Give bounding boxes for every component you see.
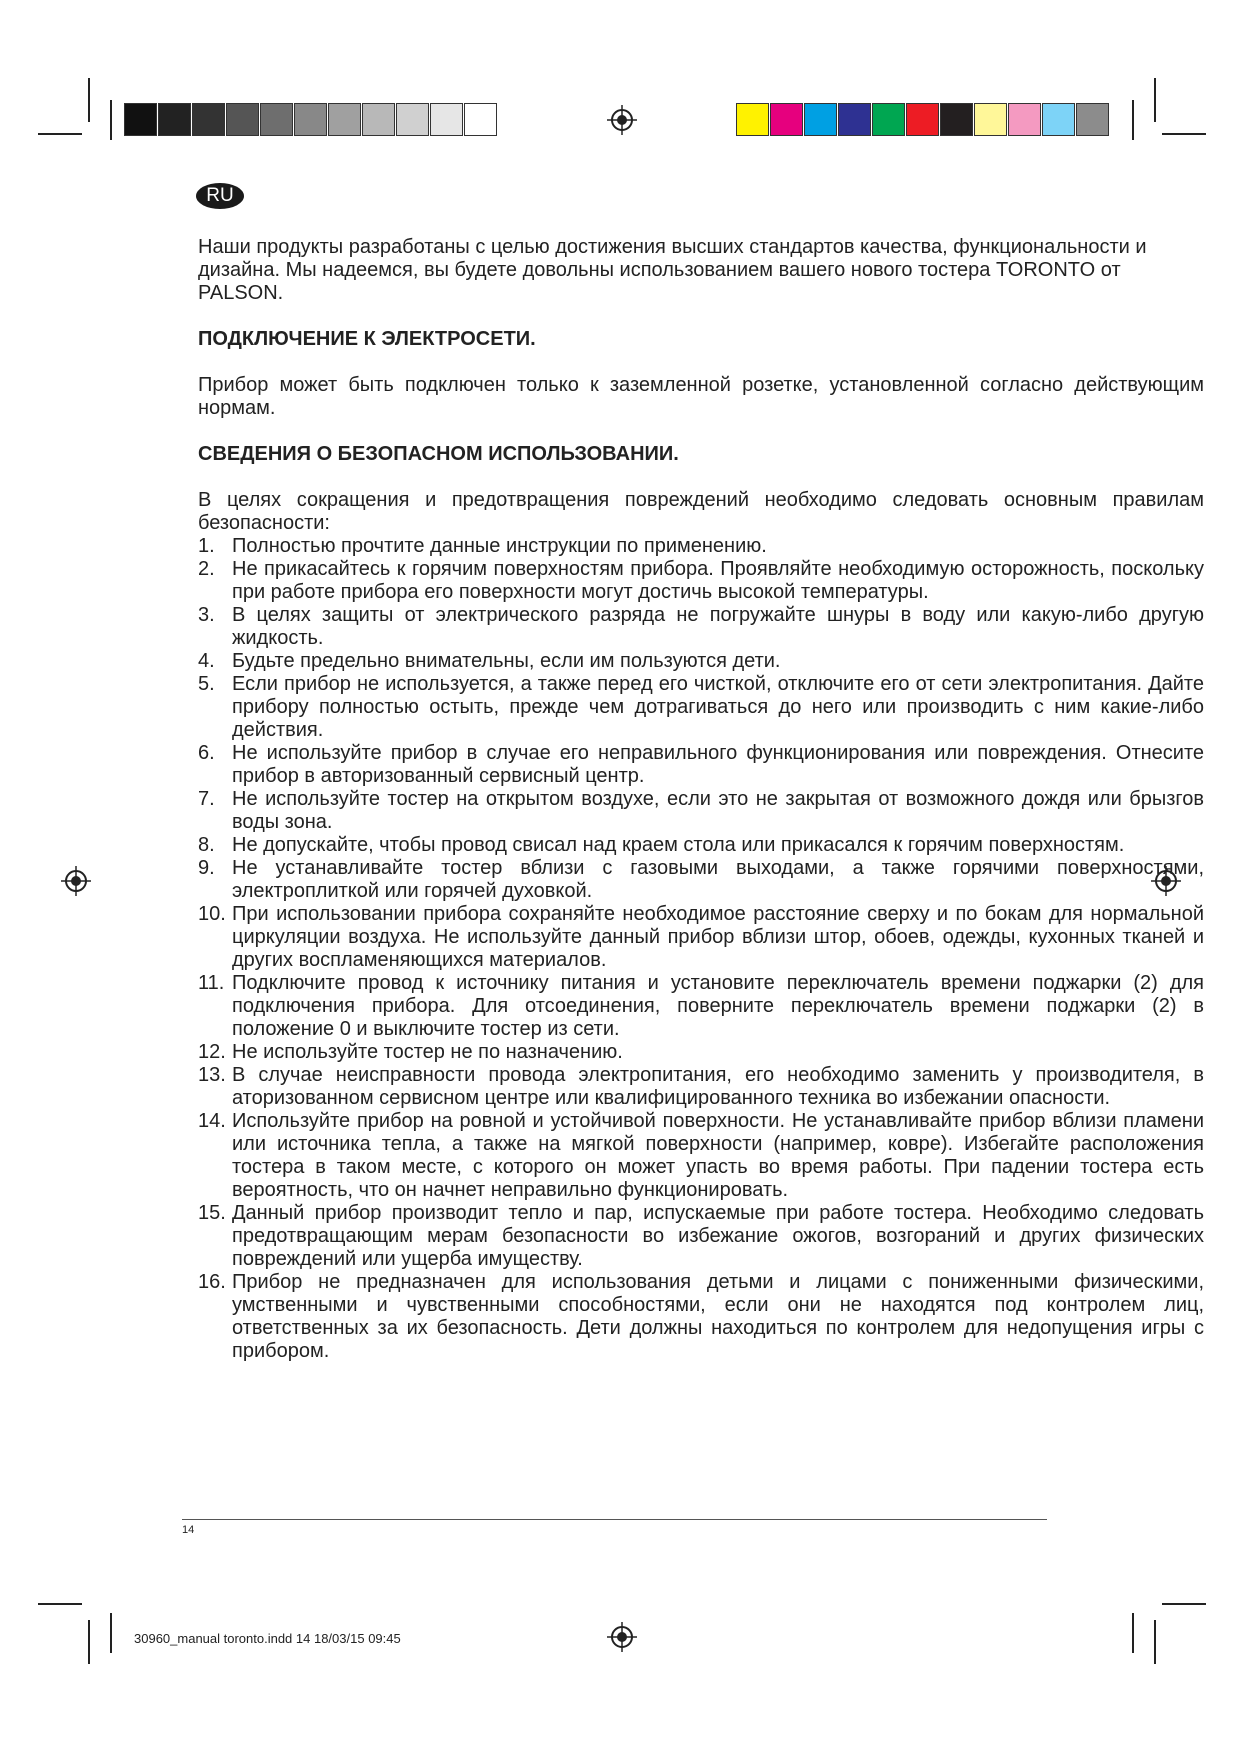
list-item-text: Подключите провод к источнику питания и установите переключатель времени поджарки (2) для подключения прибора. Для отсоединения, поверните переключатель времени поджарки (2) в положение 0 и выключите тостер из сети. (232, 972, 1204, 1040)
crop-mark (1154, 1620, 1156, 1664)
color-swatch (158, 103, 191, 136)
list-item (198, 604, 1204, 650)
color-swatch (736, 103, 769, 136)
list-item-text: Не прикасайтесь к горячим поверхностям прибора. Проявляйте необходимую осторожность, поскольку при работе прибора его поверхности могут достичь высокой температуры. (232, 558, 1204, 603)
section-heading-safety: СВЕДЕНИЯ О БЕЗОПАСНОМ ИСПОЛЬЗОВАНИИ. (198, 443, 679, 465)
list-item (198, 857, 1204, 903)
crop-mark (1132, 100, 1134, 140)
list-item-text: Прибор не предназначен для использования детьми и лицами с пониженными физическими, умственными и чувственными способностями, если они не находятся под контролем лиц, ответственных за их безопасность. Дети должны находиться по контролем для недопущения игры с прибором. (232, 1271, 1204, 1362)
crop-mark (1162, 1603, 1206, 1605)
footer-rule (182, 1519, 1047, 1520)
list-item-number: 6. (198, 742, 215, 764)
list-item (198, 673, 1204, 742)
list-item (198, 558, 1204, 604)
list-item (198, 903, 1204, 972)
list-item (198, 1110, 1204, 1202)
list-item-text: Полностью прочтите данные инструкции по применению. (232, 535, 767, 557)
color-swatch (804, 103, 837, 136)
color-swatch (872, 103, 905, 136)
list-item-text: Не устанавливайте тостер вблизи с газовыми выходами, а также горячими поверхностями, электроплиткой или горячей духовкой. (232, 857, 1204, 902)
list-item-number: 8. (198, 834, 215, 856)
color-swatch (464, 103, 497, 136)
list-item (198, 1271, 1204, 1363)
list-item-text: Данный прибор производит тепло и пар, испускаемые при работе тостера. Необходимо следовать предотвращающим мерам безопасности во избежание ожогов, возгораний и других физических повреждений или ущерба имуществу. (232, 1202, 1204, 1270)
color-swatch (124, 103, 157, 136)
list-item-text: Если прибор не используется, а также перед его чисткой, отключите его от сети электропитания. Дайте прибору полностью остыть, прежде чем дотрагиваться до него или производить с ним какие-либо действия. (232, 673, 1204, 741)
language-badge: RU (196, 183, 244, 209)
print-slug: 30960_manual toronto.indd 14 18/03/15 09:45 (134, 1631, 401, 1646)
color-swatch (1042, 103, 1075, 136)
list-item (198, 535, 1204, 558)
color-swatch (192, 103, 225, 136)
list-item-text: Не используйте тостер на открытом воздухе, если это не закрытая от возможного дождя или брызгов воды зона. (232, 788, 1204, 833)
intro-paragraph: Наши продукты разработаны с целью достижения высших стандартов качества, функциональности и дизайна. Мы надеемся, вы будете довольны использованием вашего нового тостера TORONTO от PALSON. (198, 236, 1147, 304)
safety-lead-paragraph: В целях сокращения и предотвращения повреждений необходимо следовать основным правилам безопасности: (198, 489, 1204, 534)
crop-mark (110, 100, 112, 140)
list-item (198, 1202, 1204, 1271)
crop-mark (88, 78, 90, 122)
crop-mark (110, 1613, 112, 1653)
crop-mark (1154, 78, 1156, 122)
color-swatch (294, 103, 327, 136)
crop-mark (1162, 133, 1206, 135)
list-item (198, 972, 1204, 1041)
crop-mark (38, 1603, 82, 1605)
document-body (198, 236, 1204, 1363)
color-swatch (396, 103, 429, 136)
list-item-text: При использовании прибора сохраняйте необходимое расстояние сверху и по бокам для нормальной циркуляции воздуха. Не используйте данный прибор вблизи штор, обоев, одежды, кухонных тканей и других воспламеняющихся материалов. (232, 903, 1204, 971)
list-item-number: 12. (198, 1041, 226, 1063)
list-item-number: 3. (198, 604, 215, 626)
page-number: 14 (182, 1524, 195, 1536)
color-swatch (1076, 103, 1109, 136)
list-item (198, 650, 1204, 673)
list-item (198, 1064, 1204, 1110)
list-item-text: В случае неисправности провода электропитания, его необходимо заменить у производителя, в аторизованном сервисном центре или квалифицированного техника во избежании опасности. (232, 1064, 1204, 1109)
color-swatch (260, 103, 293, 136)
list-item-number: 16. (198, 1271, 226, 1293)
list-item-text: Не допускайте, чтобы провод свисал над краем стола или прикасался к горячим поверхностям. (232, 834, 1125, 856)
list-item (198, 1041, 1204, 1064)
connection-paragraph: Прибор может быть подключен только к заземленной розетке, установленной согласно действующим нормам. (198, 374, 1204, 419)
list-item-number: 14. (198, 1110, 226, 1132)
list-item-number: 7. (198, 788, 215, 810)
list-item-number: 10. (198, 903, 226, 925)
list-item (198, 834, 1204, 857)
section-heading-connection: ПОДКЛЮЧЕНИЕ К ЭЛЕКТРОСЕТИ. (198, 328, 536, 350)
color-swatch (838, 103, 871, 136)
color-swatch (770, 103, 803, 136)
color-swatch (940, 103, 973, 136)
list-item (198, 788, 1204, 834)
list-item-text: В целях защиты от электрического разряда не погружайте шнуры в воду или какую-либо другую жидкость. (232, 604, 1204, 649)
registration-mark-icon (607, 105, 637, 135)
list-item-text: Будьте предельно внимательны, если им пользуются дети. (232, 650, 781, 672)
list-item-number: 13. (198, 1064, 226, 1086)
list-item-number: 15. (198, 1202, 226, 1224)
color-swatch (1008, 103, 1041, 136)
list-item-number: 11. (198, 972, 225, 994)
list-item-text: Не используйте прибор в случае его неправильного функционирования или повреждения. Отнесите прибор в авторизованный сервисный центр. (232, 742, 1204, 787)
color-swatch (328, 103, 361, 136)
list-item-number: 1. (198, 535, 215, 557)
crop-mark (38, 133, 82, 135)
safety-list (198, 535, 1204, 1363)
registration-mark-icon (607, 1622, 637, 1652)
list-item-number: 2. (198, 558, 215, 580)
registration-mark-icon (61, 866, 91, 896)
crop-mark (1132, 1613, 1134, 1653)
list-item-number: 5. (198, 673, 215, 695)
list-item-text: Используйте прибор на ровной и устойчивой поверхности. Не устанавливайте прибор вблизи пламени или источника тепла, а также на мягкой поверхности (например, ковре). Избегайте расположения тостера в таком месте, с которого он может упасть во время работы. При падении тостера есть вероятность, что он начнет неправильно функционировать. (232, 1110, 1204, 1201)
color-swatch (362, 103, 395, 136)
list-item-number: 9. (198, 857, 215, 879)
list-item-number: 4. (198, 650, 215, 672)
color-swatch (430, 103, 463, 136)
color-swatch (974, 103, 1007, 136)
list-item-text: Не используйте тостер не по назначению. (232, 1041, 623, 1063)
crop-mark (88, 1620, 90, 1664)
color-swatch (906, 103, 939, 136)
list-item (198, 742, 1204, 788)
color-swatch (226, 103, 259, 136)
